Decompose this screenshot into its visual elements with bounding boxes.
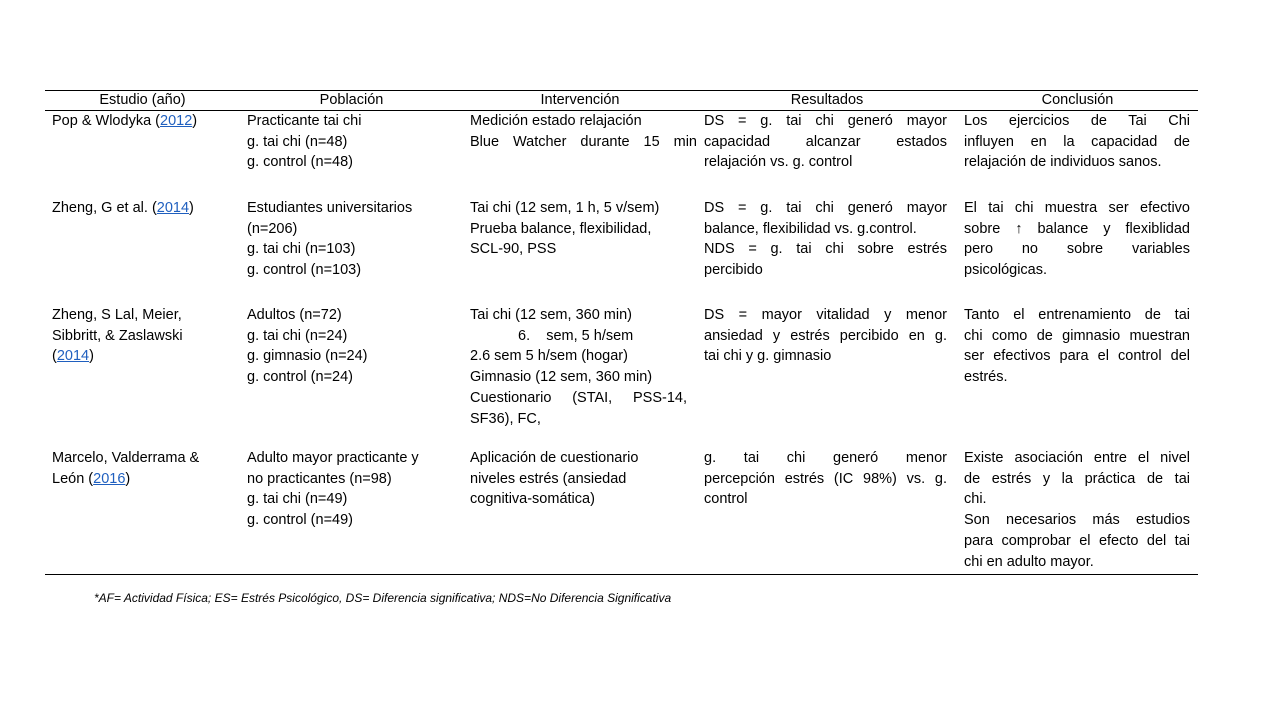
table-row xyxy=(45,198,1198,305)
table-header-row xyxy=(45,91,1198,111)
intervention-line: SCL-90, PSS xyxy=(470,241,557,258)
results-line: DS = g. tai chi generó mayor xyxy=(704,200,947,216)
population-line: g. control (n=49) xyxy=(247,512,353,529)
intervention-line: Aplicación de cuestionario xyxy=(470,450,639,466)
conclusion-line: Los ejercicios de Tai Chi xyxy=(964,113,1190,129)
population-cell xyxy=(240,198,463,305)
results-line: relajación vs. g. control xyxy=(704,154,853,171)
results-line: control xyxy=(704,491,748,508)
intervention-line: niveles estrés (ansiedad xyxy=(470,470,627,487)
conclusion-line: psicológicas. xyxy=(964,262,1048,279)
conclusion-line: Tanto el entrenamiento de tai xyxy=(964,307,1190,323)
results-cell xyxy=(697,198,957,305)
population-line: g. control (n=24) xyxy=(247,369,353,386)
population-line: Adultos (n=72) xyxy=(247,307,342,323)
conclusion-line: chi. xyxy=(964,491,987,508)
results-line: capacidad alcanzar estados xyxy=(704,133,947,150)
study-cell xyxy=(45,198,240,305)
conclusion-line: para comprobar el efecto del tai xyxy=(964,532,1190,549)
header-resultados: Resultados xyxy=(697,91,957,111)
intervention-line: 6. sem, 5 h/sem xyxy=(518,327,634,344)
population-line: g. gimnasio (n=24) xyxy=(247,348,368,365)
study-close: ) xyxy=(125,470,131,487)
study-close: ) xyxy=(189,200,194,216)
study-author: León ( xyxy=(52,470,94,487)
table-row xyxy=(45,111,1198,199)
intervention-line: Tai chi (12 sem, 1 h, 5 v/sem) xyxy=(470,200,660,216)
results-line: tai chi y g. gimnasio xyxy=(704,348,832,365)
study-author: Zheng, G et al. ( xyxy=(52,200,157,216)
study-year-link[interactable]: 2016 xyxy=(93,470,126,487)
population-line: g. control (n=48) xyxy=(247,154,353,171)
intervention-line: Gimnasio (12 sem, 360 min) xyxy=(470,369,653,386)
results-cell xyxy=(697,305,957,448)
conclusion-line: estrés. xyxy=(964,369,1008,386)
conclusion-cell xyxy=(957,198,1198,305)
results-line: ansiedad y estrés percibido en g. xyxy=(704,327,947,344)
intervention-line: 2.6 sem 5 h/sem (hogar) xyxy=(470,348,628,365)
results-line: percepción estrés (IC 98%) vs. g. xyxy=(704,470,947,487)
conclusion-line: de estrés y la práctica de tai xyxy=(964,470,1190,487)
conclusion-line: influyen en la capacidad de xyxy=(964,133,1190,150)
population-line: g. control (n=103) xyxy=(247,262,362,279)
conclusion-line: El tai chi muestra ser efectivo xyxy=(964,200,1190,216)
header-intervencion: Intervención xyxy=(463,91,697,111)
results-line: DS = mayor vitalidad y menor xyxy=(704,307,947,323)
population-line: Practicante tai chi xyxy=(247,113,362,129)
results-line: DS = g. tai chi generó mayor xyxy=(704,113,947,129)
study-author: Marcelo, Valderrama & xyxy=(52,450,200,466)
studies-table xyxy=(45,90,1198,575)
intervention-line: SF36), FC, xyxy=(470,410,541,427)
intervention-cell xyxy=(463,448,697,575)
results-cell xyxy=(697,111,957,199)
studies-table-container xyxy=(45,90,1198,575)
header-conclusion: Conclusión xyxy=(957,91,1198,111)
intervention-line: Prueba balance, flexibilidad, xyxy=(470,220,652,237)
population-line: g. tai chi (n=49) xyxy=(247,491,348,508)
intervention-line: Medición estado relajación xyxy=(470,113,642,129)
results-line: balance, flexibilidad vs. g.control. xyxy=(704,220,917,237)
study-open: ( xyxy=(52,348,57,365)
intervention-line: cognitiva-somática) xyxy=(470,491,595,508)
intervention-cell xyxy=(463,111,697,199)
study-cell xyxy=(45,111,240,199)
population-line: Adulto mayor practicante y xyxy=(247,450,419,466)
population-cell xyxy=(240,111,463,199)
conclusion-line: chi como de gimnasio muestran xyxy=(964,327,1190,344)
conclusion-line: pero no sobre variables xyxy=(964,241,1190,258)
header-estudio: Estudio (año) xyxy=(45,91,240,111)
conclusion-line: ser efectivos para el control del xyxy=(964,348,1190,365)
conclusion-line: Existe asociación entre el nivel xyxy=(964,450,1190,466)
population-line: Estudiantes universitarios xyxy=(247,200,413,216)
study-author: Sibbritt, & Zaslawski xyxy=(52,327,183,344)
study-cell xyxy=(45,305,240,448)
study-author: Zheng, S Lal, Meier, xyxy=(52,307,182,323)
population-cell xyxy=(240,448,463,575)
table-row xyxy=(45,448,1198,575)
conclusion-line: relajación de individuos sanos. xyxy=(964,154,1162,171)
population-line: g. tai chi (n=24) xyxy=(247,327,348,344)
intervention-line: Cuestionario (STAI, PSS-14, xyxy=(470,389,687,406)
intervention-cell xyxy=(463,198,697,305)
header-poblacion: Población xyxy=(240,91,463,111)
study-year-link[interactable]: 2014 xyxy=(56,348,90,365)
study-author: Pop & Wlodyka ( xyxy=(52,113,160,129)
study-close: ) xyxy=(89,348,94,365)
intervention-cell xyxy=(463,305,697,448)
population-cell xyxy=(240,305,463,448)
population-line: g. tai chi (n=103) xyxy=(247,241,356,258)
results-line: percibido xyxy=(704,262,763,279)
conclusion-cell xyxy=(957,305,1198,448)
study-year-link[interactable]: 2012 xyxy=(160,113,193,129)
population-line: g. tai chi (n=48) xyxy=(247,133,348,150)
table-row xyxy=(45,305,1198,448)
study-close: ) xyxy=(192,113,198,129)
study-year-link[interactable]: 2014 xyxy=(156,200,190,216)
table-footnote: *AF= Actividad Física; ES= Estrés Psicológico, DS= Diferencia significativa; NDS=No Diferencia Significativa xyxy=(94,591,672,605)
conclusion-line: Son necesarios más estudios xyxy=(964,512,1190,529)
conclusion-line: sobre ↑ balance y flexiblidad xyxy=(964,220,1190,237)
results-cell xyxy=(697,448,957,575)
results-line: NDS = g. tai chi sobre estrés xyxy=(704,241,947,258)
conclusion-line: chi en adulto mayor. xyxy=(964,553,1094,570)
conclusion-cell xyxy=(957,111,1198,199)
intervention-line: Tai chi (12 sem, 360 min) xyxy=(470,307,632,323)
results-line: g. tai chi generó menor xyxy=(704,450,947,466)
conclusion-cell xyxy=(957,448,1198,575)
population-line: no practicantes (n=98) xyxy=(247,470,392,487)
study-cell xyxy=(45,448,240,575)
intervention-line: Blue Watcher durante 15 min xyxy=(470,133,697,150)
population-line: (n=206) xyxy=(247,220,298,237)
